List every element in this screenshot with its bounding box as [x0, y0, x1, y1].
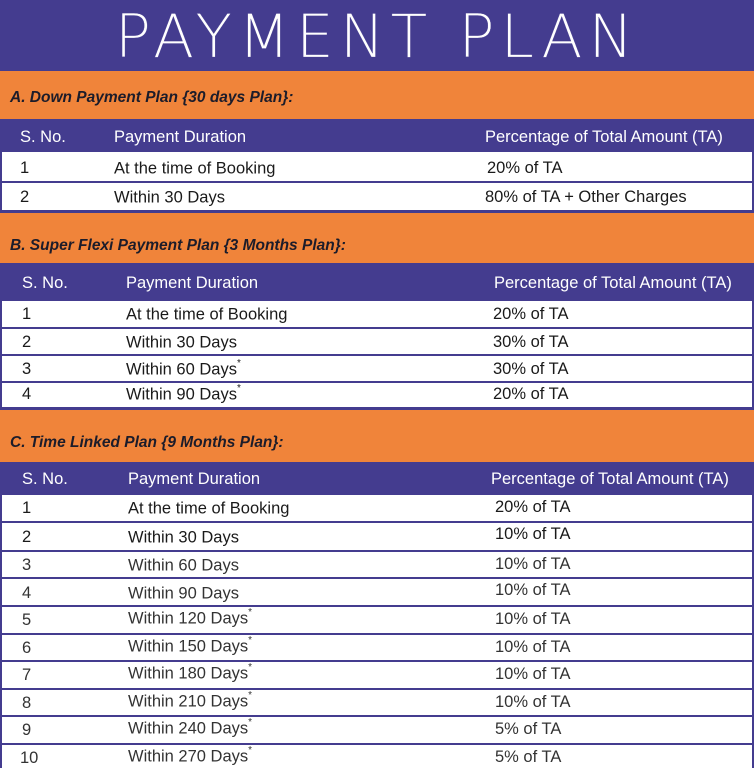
cell-sno: 4 — [22, 584, 32, 602]
cell-duration: Within 240 Days* — [128, 717, 253, 738]
cell-percentage: 5% of TA — [495, 748, 562, 766]
table-row — [0, 690, 754, 715]
cell-duration: At the time of Booking — [114, 159, 276, 178]
section-a-header-row — [0, 119, 754, 152]
header-sno: S. No. — [20, 128, 66, 146]
table-row — [0, 552, 754, 577]
cell-duration: Within 120 Days* — [128, 607, 253, 628]
table-row — [0, 383, 754, 407]
table-row — [0, 301, 754, 327]
cell-percentage: 10% of TA — [495, 638, 571, 656]
cell-duration: Within 30 Days — [128, 528, 239, 547]
table-row — [0, 183, 754, 210]
table-row — [0, 523, 754, 550]
cell-sno: 2 — [20, 188, 30, 206]
cell-percentage: 10% of TA — [495, 581, 571, 599]
cell-duration: Within 30 Days — [114, 188, 225, 207]
cell-duration: At the time of Booking — [128, 499, 290, 518]
section-c-header-row — [0, 462, 754, 495]
header-duration: Payment Duration — [114, 128, 247, 146]
cell-percentage: 20% of TA — [493, 305, 569, 323]
cell-sno: 3 — [22, 556, 32, 574]
cell-duration: Within 180 Days* — [128, 662, 253, 683]
cell-sno: 4 — [22, 385, 32, 403]
cell-sno: 8 — [22, 694, 32, 712]
cell-percentage: 10% of TA — [495, 610, 571, 628]
cell-duration: Within 90 Days — [128, 584, 239, 603]
table-row — [0, 607, 754, 633]
cell-percentage: 20% of TA — [487, 159, 563, 177]
left-border — [0, 152, 2, 212]
header-sno: S. No. — [22, 274, 68, 292]
table-row — [0, 745, 754, 768]
cell-percentage: 30% of TA — [493, 360, 569, 378]
cell-sno: 1 — [22, 305, 32, 323]
cell-sno: 1 — [20, 159, 30, 177]
cell-duration: Within 60 Days — [128, 556, 239, 575]
left-border — [0, 301, 2, 409]
table-row — [0, 662, 754, 688]
cell-duration: At the time of Booking — [126, 305, 288, 324]
section-a-heading: A. Down Payment Plan {30 days Plan}: — [10, 89, 294, 106]
table-row — [0, 356, 754, 381]
cell-sno: 9 — [22, 721, 32, 739]
cell-duration: Within 60 Days* — [126, 358, 241, 379]
cell-sno: 6 — [22, 639, 32, 657]
cell-duration: Within 30 Days — [126, 333, 237, 352]
cell-sno: 7 — [22, 666, 32, 684]
title-band — [0, 0, 754, 71]
cell-percentage: 10% of TA — [495, 525, 571, 543]
cell-percentage: 10% of TA — [495, 693, 571, 711]
table-row — [0, 329, 754, 354]
cell-duration: Within 270 Days* — [128, 745, 253, 766]
header-duration: Payment Duration — [126, 274, 259, 292]
cell-duration: Within 90 Days* — [126, 383, 241, 404]
cell-duration: Within 210 Days* — [128, 690, 253, 711]
header-percentage: Percentage of Total Amount (TA) — [485, 128, 723, 146]
cell-percentage: 10% of TA — [495, 665, 571, 683]
page-title: PAYMENT PLAN — [114, 1, 640, 72]
section-c-heading: C. Time Linked Plan {9 Months Plan}: — [10, 434, 284, 451]
left-border — [0, 495, 2, 768]
table-row — [0, 152, 754, 181]
header-sno: S. No. — [22, 470, 68, 488]
cell-percentage: 20% of TA — [495, 498, 571, 516]
cell-percentage: 5% of TA — [495, 720, 562, 738]
cell-sno: 2 — [22, 333, 32, 351]
section-b-header-row — [0, 263, 754, 301]
section-b-heading: B. Super Flexi Payment Plan {3 Months Plan}: — [10, 237, 346, 254]
cell-percentage: 20% of TA — [493, 385, 569, 403]
table-row — [0, 579, 754, 605]
cell-percentage: 80% of TA + Other Charges — [485, 188, 687, 206]
table-row — [0, 717, 754, 743]
cell-sno: 10 — [20, 749, 39, 767]
cell-sno: 5 — [22, 611, 32, 629]
cell-percentage: 30% of TA — [493, 333, 569, 351]
cell-sno: 1 — [22, 499, 32, 517]
cell-sno: 3 — [22, 360, 32, 378]
cell-sno: 2 — [22, 528, 32, 546]
header-percentage: Percentage of Total Amount (TA) — [491, 470, 729, 488]
header-percentage: Percentage of Total Amount (TA) — [494, 274, 732, 292]
cell-duration: Within 150 Days* — [128, 635, 253, 656]
table-row — [0, 495, 754, 521]
table-row — [0, 635, 754, 660]
header-duration: Payment Duration — [128, 470, 261, 488]
cell-percentage: 10% of TA — [495, 555, 571, 573]
